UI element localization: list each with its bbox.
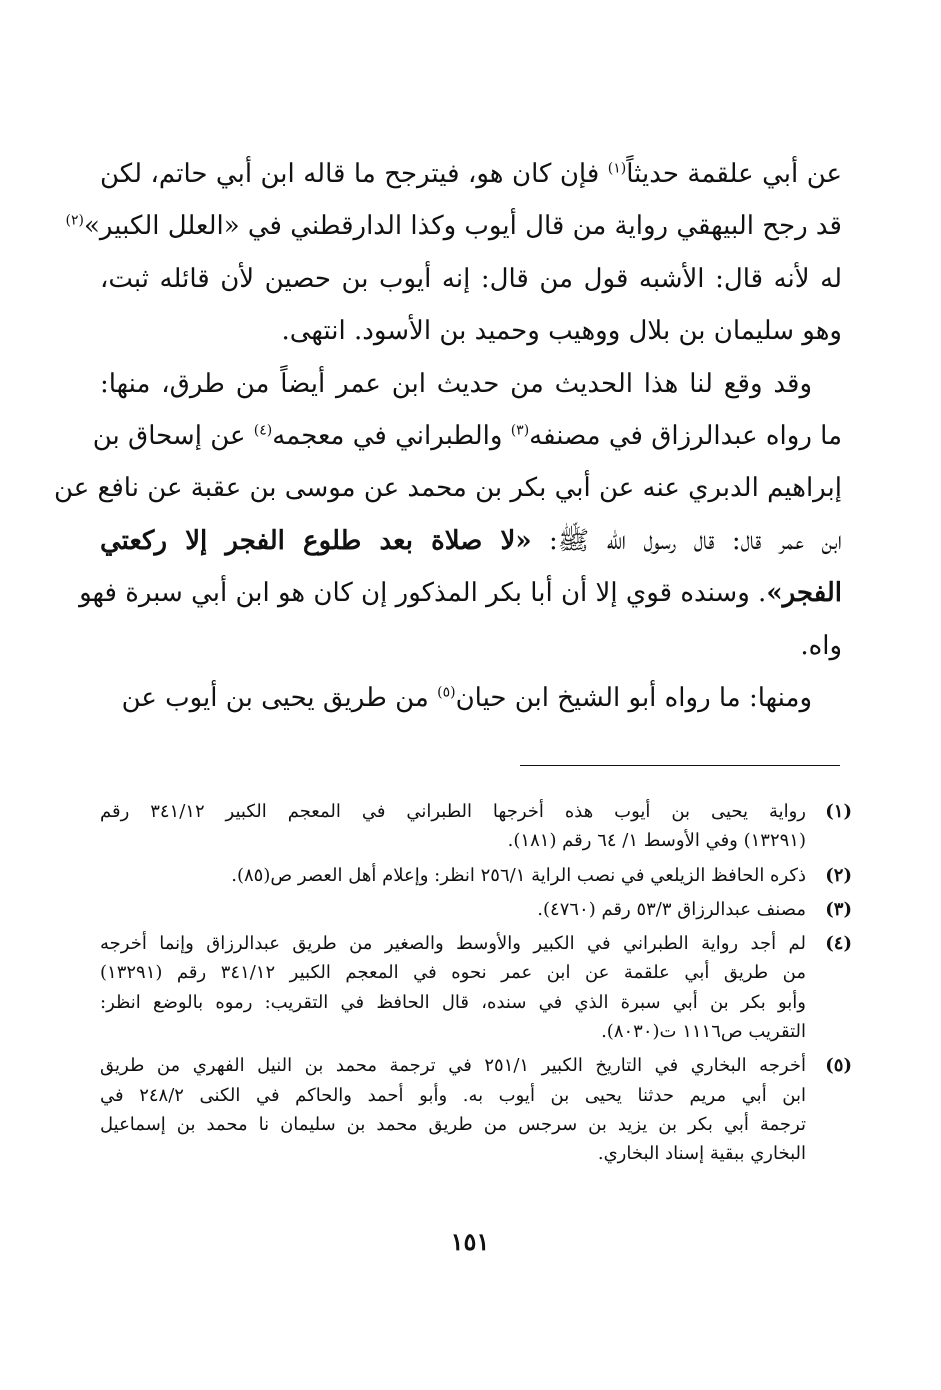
text-line: [100, 253, 842, 305]
footnote-line: ترجمة أبي بكر بن يزيد بن سرجس من طريق محمد بن سليمان نا محمد بن إسماعيل: [100, 1113, 806, 1135]
main-text-body: [53, 148, 843, 724]
text-line: [53, 462, 842, 514]
text-line: [79, 567, 842, 619]
footnote-line: البخاري ببقية إسناد البخاري.: [597, 1143, 806, 1165]
footnote-number: (١): [825, 801, 852, 822]
text-line: [65, 200, 842, 252]
footnote: [100, 797, 852, 856]
footnote: [100, 929, 852, 1046]
footnote-line: وأبو بكر بن أبي سبرة الذي في سنده، قال الحافظ في التقريب: رموه بالوضع انظر:: [100, 991, 806, 1013]
footnote-marker: (٤): [253, 422, 273, 439]
footnote-line: أخرجه البخاري في التاريخ الكبير ٢٥١/١ في ترجمة محمد بن النيل الفهري من طريق: [100, 1055, 806, 1077]
text-segment: والطبراني في معجمه: [272, 420, 511, 451]
text-line: [100, 672, 842, 724]
text-segment: . وسنده قوي إلا أن أبا بكر المذكور إن كان هو ابن أبي سبرة فهو: [79, 578, 767, 609]
footnote-text: [100, 895, 806, 924]
footnote-line: من طريق أبي علقمة عن ابن عمر نحوه في المعجم الكبير ٣٤١/١٢ رقم (١٣٢٩١): [100, 962, 807, 984]
footnote-text: [100, 797, 806, 856]
text-line: [100, 515, 842, 567]
page-number: ١٥١: [450, 1227, 490, 1256]
text-line: [100, 148, 842, 200]
text-segment: وهو سليمان بن بلال ووهيب وحميد بن الأسود. انتهى.: [281, 316, 842, 347]
text-line: [100, 358, 842, 410]
footnote-text: [100, 929, 806, 1046]
text-segment: فإن كان هو، فيترجح ما قاله ابن أبي حاتم، لكن: [100, 159, 608, 189]
text-segment: وقد وقع لنا هذا الحديث من حديث ابن عمر أيضاً من طرق، منها:: [100, 368, 812, 399]
footnote-number: (٢): [825, 864, 852, 886]
footnotes-section: [100, 797, 852, 1174]
text-line: [92, 410, 842, 462]
text-segment: من طريق يحيى بن أيوب عن: [121, 682, 438, 713]
hadith-quote: «لا صلاة بعد طلوع الفجر إلا ركعتي: [100, 525, 532, 556]
text-segment: عن إسحاق بن: [92, 420, 254, 451]
text-segment: إبراهيم الدبري عنه عن أبي بكر بن محمد عن موسى بن عقبة عن نافع عن: [53, 473, 842, 504]
footnote-number: (٣): [825, 898, 852, 920]
footnote-text: [100, 1051, 806, 1168]
footnote-number: (٥): [825, 1055, 852, 1077]
text-segment: ومنها: ما رواه أبو الشيخ ابن حيان: [455, 682, 812, 713]
text-segment: واه.: [800, 630, 842, 661]
footnote-line: ذكره الحافظ الزيلعي في نصب الراية ٢٥٦/١ انظر: وإعلام أهل العصر ص(٨٥).: [231, 864, 806, 886]
text-segment: له لأنه قال: الأشبه قول من قال: إنه أيوب بن حصين لأن قائله ثبت،: [100, 263, 842, 294]
text-segment: عن أبي علقمة حديثاً: [626, 159, 843, 189]
hadith-quote: الفجر»: [766, 578, 842, 609]
footnote-line: لم أجد رواية الطبراني في الكبير والأوسط والصغير من طريق عبدالرزاق وإنما أخرجه: [100, 933, 806, 955]
footnote: [100, 895, 852, 924]
footnote: [100, 1051, 852, 1168]
footnote-line: (١٣٢٩١) وفي الأوسط ١/ ٦٤ رقم (١٨١).: [507, 830, 806, 852]
footnote-number: (٤): [825, 933, 852, 955]
footnote-marker: (٣): [510, 422, 530, 439]
footnote-divider: [520, 765, 840, 766]
footnote-line: رواية يحيى بن أيوب هذه أخرجها الطبراني في المعجم الكبير ٣٤١/١٢ رقم: [100, 801, 807, 822]
footnote: [100, 861, 852, 890]
footnote-marker: (٢): [65, 212, 85, 229]
footnote-line: مصنف عبدالرزاق ٥٣/٣ رقم (٤٧٦٠).: [537, 898, 806, 920]
footnote-text: [100, 861, 806, 890]
footnote-line: ابن أبي مريم حدثنا يحيى بن أيوب به. وأبو أحمد والحاكم في الكنى ٢٤٨/٢ في: [100, 1084, 806, 1106]
text-line: [100, 620, 842, 672]
text-line: [100, 305, 842, 357]
footnote-marker: (١): [607, 160, 627, 177]
footnote-marker: (٥): [437, 684, 456, 701]
text-segment: ما رواه عبدالرزاق في مصنفه: [529, 420, 842, 451]
footnote-line: التقريب ص١١١٦ ت(٨٠٣٠).: [601, 1021, 806, 1043]
text-segment: قد رجح البيهقي رواية من قال أيوب وكذا الدارقطني في «العلل الكبير»: [84, 211, 842, 242]
text-segment: ابن عمر قال: قال رسول الله ﷺ:: [531, 525, 842, 556]
